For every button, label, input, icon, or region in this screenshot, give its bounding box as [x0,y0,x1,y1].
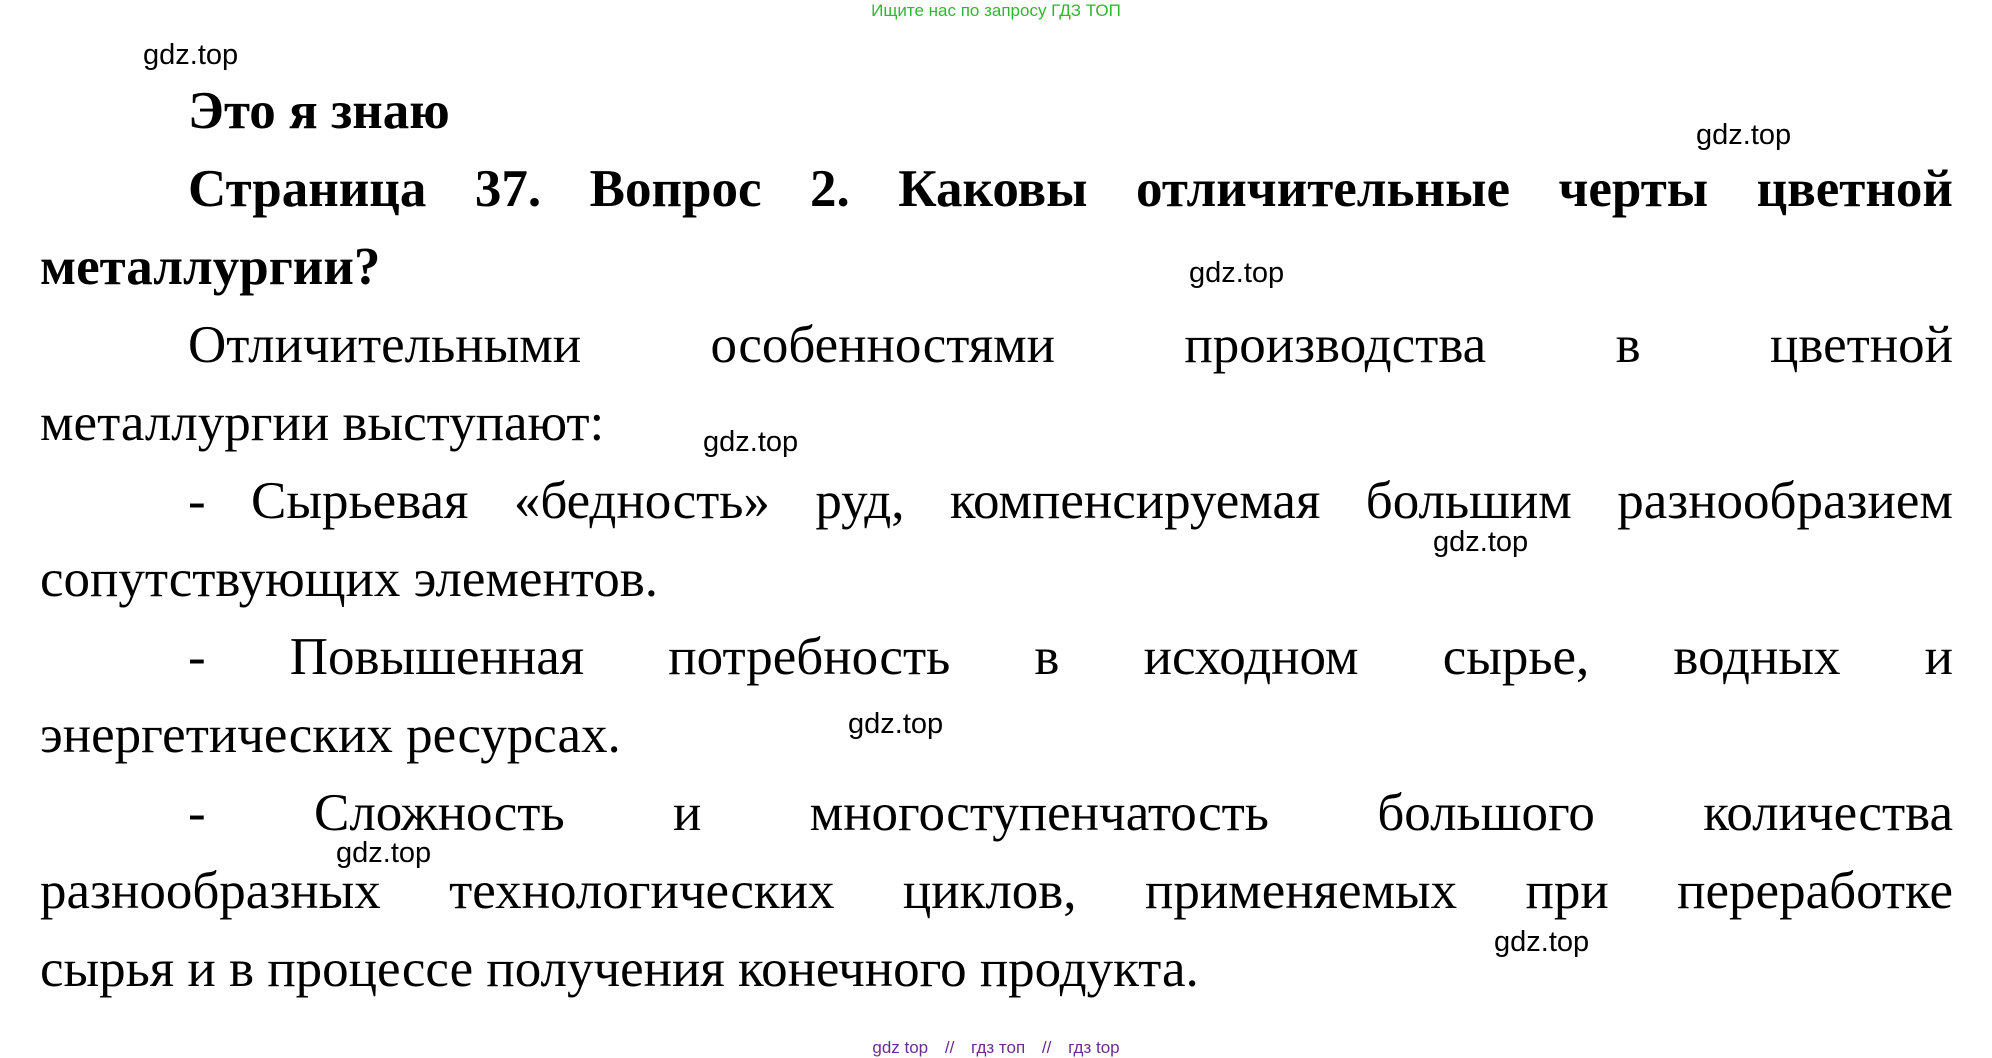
footer-links [0,1038,1992,1058]
watermark: gdz.top [703,426,799,458]
question-line-2: металлургии? [40,238,381,296]
item-1-line-1 [40,466,1953,536]
question-line-1 [40,154,1953,224]
item-2-line-2: энергетических ресурсах. [40,706,621,764]
item-word: Сырьевая [251,472,469,530]
footer-separator: // [1041,1038,1052,1057]
question-word: черты [1558,160,1709,218]
item-word: применяемых [1144,862,1458,920]
item-word: разнообразных [40,862,381,920]
item-word: разнообразием [1617,472,1953,530]
item-word: Повышенная [289,628,585,686]
item-word: водных [1673,628,1841,686]
watermark: gdz.top [336,837,432,869]
watermark: gdz.top [848,708,944,740]
item-3-line-1 [40,778,1953,848]
item-word: количества [1703,784,1953,842]
item-word: большого [1377,784,1595,842]
top-banner[interactable] [0,0,1992,22]
item-1-line-2: сопутствующих элементов. [40,550,659,608]
question-word: отличительные [1136,160,1510,218]
question-word: Вопрос [589,160,762,218]
intro-line-2: металлургии выступают: [40,394,605,452]
footer-link-gdz-top-ru[interactable]: гдз топ [971,1038,1026,1057]
item-3-line-3: сырья и в процессе получения конечного продукта. [40,940,1199,998]
section-title: Это я знаю [188,82,450,140]
item-word: при [1525,862,1609,920]
item-word: и [672,784,702,842]
item-word: большим [1365,472,1572,530]
item-word: потребность [668,628,951,686]
item-word: и [1924,628,1953,686]
item-2-line-1 [40,622,1953,692]
item-word: сырье, [1442,628,1590,686]
intro-line-1 [40,310,1953,380]
item-word: компенсируемая [949,472,1321,530]
question-word: цветной [1756,160,1953,218]
watermark: gdz.top [1494,926,1590,958]
watermark: gdz.top [1696,119,1792,151]
item-word: циклов, [902,862,1077,920]
item-word: - [188,628,206,686]
watermark: gdz.top [1433,526,1529,558]
item-word: многоступенчатость [809,784,1269,842]
item-3-line-2 [40,856,1953,926]
watermark: gdz.top [1189,257,1285,289]
item-word: - [188,472,206,530]
intro-word: особенностями [710,316,1055,374]
item-word: технологических [449,862,835,920]
intro-word: производства [1184,316,1487,374]
item-word: Сложность [313,784,565,842]
item-word: - [188,784,206,842]
question-word: Каковы [898,160,1088,218]
intro-word: в [1615,316,1641,374]
item-word: исходном [1143,628,1359,686]
item-word: руд, [815,472,905,530]
footer-link-gdz-top-mixed[interactable]: гдз top [1068,1038,1120,1057]
question-word: 2. [810,160,850,218]
top-banner-text[interactable]: Ищите нас по запросу ГДЗ ТОП [871,1,1121,20]
intro-word: Отличительными [188,316,582,374]
intro-word: цветной [1770,316,1953,374]
question-word: Страница [188,160,427,218]
item-word: переработке [1677,862,1953,920]
watermark: gdz.top [143,39,239,71]
footer-separator: // [944,1038,955,1057]
item-word: «бедность» [513,472,770,530]
footer-link-gdz-top[interactable]: gdz top [872,1038,929,1057]
item-word: в [1034,628,1060,686]
question-word: 37. [474,160,542,218]
